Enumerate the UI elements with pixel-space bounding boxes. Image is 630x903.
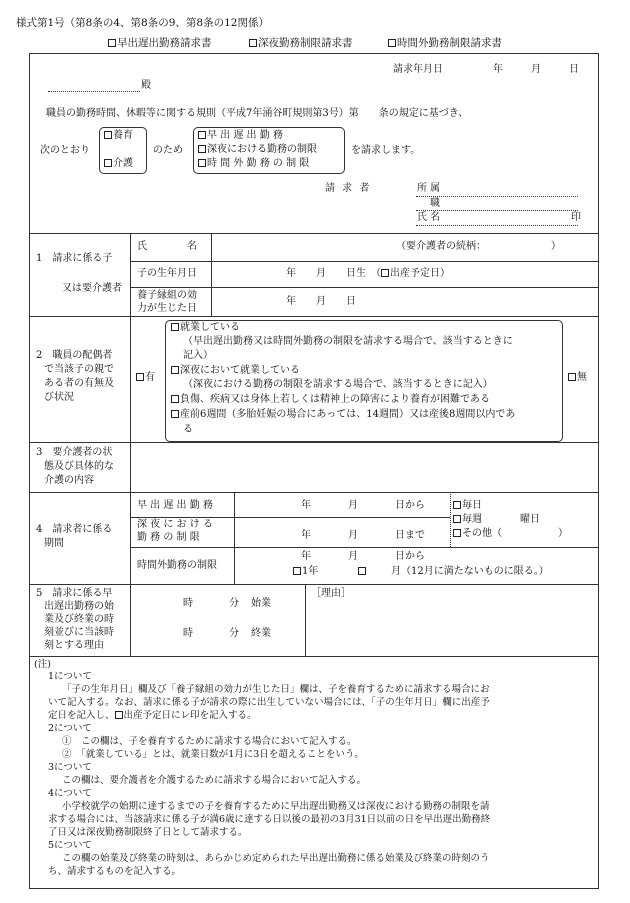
spouse-no[interactable]: 無 (568, 372, 587, 384)
note-line: ち、請求するものを記入する。 (48, 866, 182, 877)
note-heading-2: 2について (48, 723, 92, 734)
dono: 殿 (141, 80, 151, 91)
adoption-field[interactable]: 年 月 日 (286, 296, 356, 307)
sec3-label-1: 3 要介護者の状 (36, 447, 113, 458)
checkbox[interactable] (249, 39, 257, 47)
title-early-late[interactable]: 早出遅出勤務請求書 (108, 37, 212, 49)
sec5-label-2: 出遅出勤務の始 (44, 601, 114, 612)
spouse-yes[interactable]: 有 (136, 372, 155, 384)
status-note-2: （深夜における勤務の制限を請求する場合で、該当するときに記入） (183, 379, 493, 390)
overtime-from[interactable]: 年 月 日から (301, 551, 425, 562)
checkbox[interactable] (108, 39, 116, 47)
birth-field[interactable]: 年 月 日生 （ 出産予定日） (286, 268, 450, 279)
status-note-1b: 記入） (183, 350, 213, 361)
status-injury[interactable]: 負傷、疾病又は身体上若しくは精神上の障害により養育が困難である (171, 394, 490, 406)
title-midnight[interactable]: 深夜勤務制限請求書 (249, 37, 353, 49)
sec2-label-1: 2 職員の配偶者 (36, 350, 113, 361)
shimei-field[interactable] (416, 225, 578, 226)
kind-midnight[interactable]: 深夜における勤務の制限 (198, 144, 317, 156)
shoku-field[interactable] (416, 210, 578, 211)
checkbox[interactable] (388, 39, 396, 47)
freq-other[interactable]: その他（ ） (453, 528, 568, 540)
sec2-label-2: で当該子の親で (44, 364, 114, 375)
note-line-yotei: 定日を記入し、 出産予定日にレ印を記入する。 (48, 710, 257, 721)
seal-mark: 印 (571, 212, 581, 223)
sec4-label-2: 期間 (44, 538, 64, 549)
row-midnight-b: 勤 務 の 制 限 (137, 532, 200, 543)
adoption-label-2: 力が生じた日 (137, 303, 197, 314)
sec5-label-3: 業及び終業の時 (44, 614, 114, 625)
sec4-label-1: 4 請求者に係る (36, 524, 113, 535)
requester-label: 請 求 者 (325, 183, 372, 194)
overtime-1year[interactable]: 1年 (293, 566, 318, 578)
row-early-late: 早 出 遅 出 勤 務 (137, 500, 213, 511)
end-time[interactable]: 時 分 終業 (183, 628, 271, 639)
start-time[interactable]: 時 分 始業 (183, 598, 271, 609)
freq-daily[interactable]: 毎日 (453, 500, 482, 512)
rule-text: 職員の勤務時間、休暇等に関する規則（平成7年涌谷町規則第3号）第 条の規定に基づき、 (46, 108, 469, 119)
form-number: 様式第1号（第8条の4、第8条の9、第8条の12関係） (16, 17, 269, 29)
addressee-line[interactable] (48, 91, 140, 92)
shoku-label: 職 (430, 198, 440, 209)
sec2-label-3: ある者の有無及 (44, 378, 114, 389)
note-line: 了日又は深夜勤務制限終了日として請求する。 (48, 827, 248, 838)
title-overtime[interactable]: 時間外勤務制限請求書 (388, 37, 502, 49)
period-to[interactable]: 年 月 日まで (301, 530, 425, 541)
note-heading-5: 5について (48, 840, 92, 851)
note-line: 「子の生年月日」欄及び「養子縁組の効力が生じた日」欄は、子を養育するために請求する場合にお (62, 684, 490, 695)
shimei-label: 氏 名 (417, 212, 441, 223)
sec3-label-2: 態及び具体的な (44, 461, 114, 472)
birth-label: 子の生年月日 (137, 268, 197, 279)
status-birth-tail: る (183, 424, 193, 435)
reason-label: ［理由］ (311, 588, 351, 599)
sec3-label-3: 介護の内容 (44, 475, 94, 486)
row-overtime: 時間外勤務の制限 (137, 560, 217, 571)
care-detail-field[interactable] (140, 448, 590, 488)
seikyu-end: を請求します。 (351, 145, 421, 156)
sec5-label-5: 刻とする理由 (44, 640, 104, 651)
kind-overtime[interactable]: 時 間 外 勤 務 の 制 限 (198, 158, 309, 170)
sec1-label-2: 又は要介護者 (62, 283, 122, 294)
sec5-label-1: 5 請求に係る早 (36, 588, 113, 599)
tsugi-label: 次のとおり (40, 145, 90, 156)
status-working[interactable]: 就業している (171, 322, 240, 334)
sec1-label-1: 1 請求に係る子 (36, 253, 113, 264)
reason-nurture[interactable]: 養育 (104, 130, 133, 142)
reason-care[interactable]: 介護 (104, 158, 133, 170)
sec5-label-4: 刻並びに当該時 (44, 627, 114, 638)
status-note-1: （早出遅出勤務又は時間外勤務の制限を請求する場合で、該当するときに (183, 336, 513, 347)
note-line: 小学校就学の始期に達するまでの子を養育するために早出遅出勤務又は深夜における勤務の制限を請 (62, 801, 490, 812)
sec2-label-4: び状況 (44, 392, 74, 403)
kind-early-late[interactable]: 早 出 遅 出 勤 務 (198, 130, 283, 142)
note-line: ② 「就業している」とは、就業日数が1月に3日を超えることをいう。 (62, 749, 364, 760)
freq-weekly[interactable]: 毎週 曜日 (453, 514, 540, 526)
relation-field[interactable]: （要介護者の続柄： ） (396, 241, 561, 252)
shozoku-field[interactable] (416, 196, 578, 197)
status-night[interactable]: 深夜において就業している (171, 365, 300, 377)
note-line: いて記入する。なお、請求に係る子が請求の際に出生していない場合には、「子の生年月日」欄に出産予 (48, 697, 490, 708)
request-date[interactable]: 請求年月日 年 月 日 (393, 64, 579, 75)
note-line: この欄は、要介護者を介護するために請求する場合において記入する。 (62, 775, 367, 786)
adoption-label-1: 養子縁組の効 (137, 290, 197, 301)
note-heading-1: 1について (48, 671, 92, 682)
notes-title: (注) (34, 659, 51, 670)
note-line: この欄の始業及び終業の時刻は、あらかじめ定められた早出遅出勤務に係る始業及び終業の時刻のう (62, 853, 490, 864)
overtime-months[interactable]: 月（12月に満たないものに限る。） (358, 566, 549, 578)
row-midnight-a: 深 夜 に お け る (137, 519, 213, 530)
name-label: 氏 名 (137, 241, 197, 252)
note-line: 求する場合には、当該請求に係る子が満6歳に達する日以後の最初の3月31日以前の日を早出遅出勤務終 (48, 814, 491, 825)
period-from[interactable]: 年 月 日から (301, 500, 425, 511)
status-birth[interactable]: 産前6週間（多胎妊娠の場合にあっては、14週間）又は産後8週間以内であ (171, 409, 515, 421)
note-line: ① この欄は、子を養育するために請求する場合において記入する。 (62, 736, 357, 747)
note-heading-3: 3について (48, 762, 92, 773)
shozoku-label: 所 属 (417, 183, 441, 194)
note-heading-4: 4について (48, 788, 92, 799)
notame: のため (153, 145, 183, 156)
